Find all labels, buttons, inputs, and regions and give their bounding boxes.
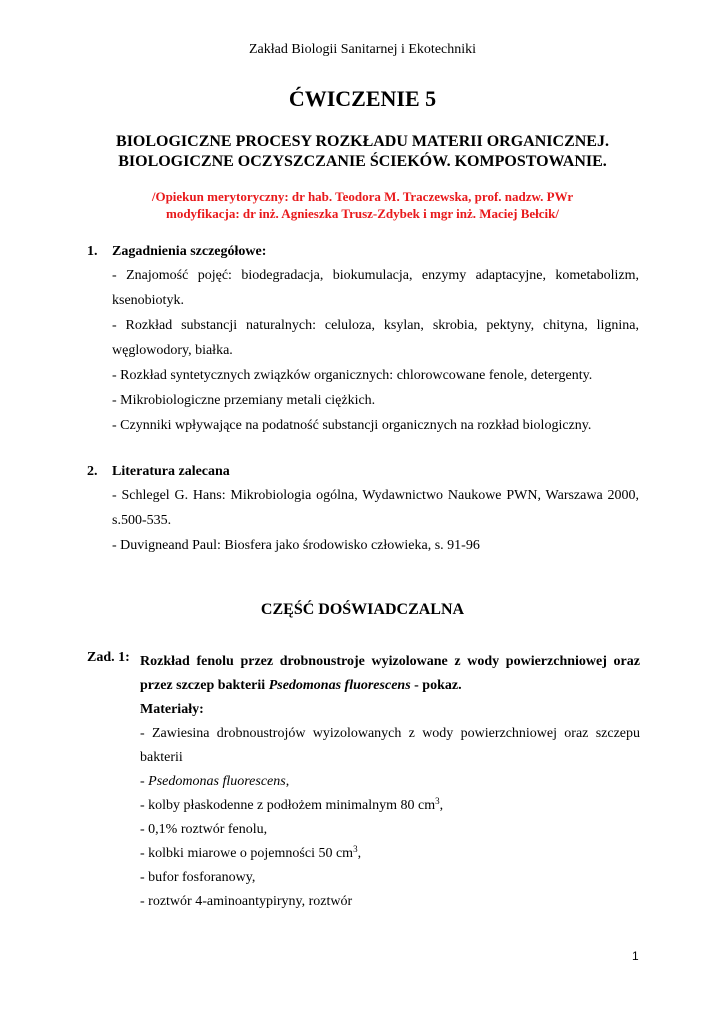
task-title-species: Psedomonas fluorescens [268,678,411,693]
material-item: - 0,1% roztwór fenolu, [140,822,268,837]
task-title [140,650,640,698]
material-item: - Zawiesina drobnoustrojów wyizolowanych z wody powierzchniowej oraz szczepu bakterii [140,726,640,765]
material-species: Psedomonas fluorescens [148,774,286,789]
supervisor-note [0,188,725,222]
list-item: - Rozkład syntetycznych związków organicznych: chlorowcowane fenole, detergenty. [112,368,593,383]
material-item: - bufor fosforanowy, [140,870,256,885]
material-text: - kolbki miarowe o pojemności 50 cm [140,846,354,861]
task-body [140,650,640,914]
material-text: - kolby płaskodenne z podłożem minimalnym 80 cm [140,798,436,813]
list-item: - Rozkład substancji naturalnych: celuloza, ksylan, skrobia, pektyny, chityna, lignina, węglowodory, białka. [112,318,639,358]
section-body [112,263,639,438]
list-item: - Schlegel G. Hans: Mikrobiologia ogólna, Wydawnictwo Naukowe PWN, Warszawa 2000, s.500-535. [112,488,639,528]
page-header: Zakład Biologii Sanitarnej i Ekotechniki [248,42,477,57]
material-dash: - [140,774,149,789]
supervisor-line-2: modyfikacja: dr inż. Agnieszka Trusz-Zdybek i mgr inż. Maciej Bełcik/ [165,206,559,221]
materials-heading: Materiały: [140,702,204,717]
section-heading: Literatura zalecana [112,464,230,479]
section-heading: Zagadnienia szczegółowe: [112,244,267,259]
section-body [112,483,639,558]
list-item: - Znajomość pojęć: biodegradacja, biokumulacja, enzymy adaptacyjne, kometabolizm, ksenobiotyk. [112,268,639,308]
material-item [140,842,640,866]
supervisor-line-1: /Opiekun merytoryczny: dr hab. Teodora M. Traczewska, prof. nadzw. PWr [151,189,574,204]
page-number: 1 [632,949,639,963]
task-label: Zad. 1: [87,650,130,665]
list-item: - Mikrobiologiczne przemiany metali ciężkich. [112,393,376,408]
material-item [140,794,640,818]
list-item: - Czynniki wpływające na podatność substancji organicznych na rozkład biologiczny. [112,418,592,433]
section-number: 2. [87,464,98,479]
material-item [140,770,640,794]
list-item: - Duvigneand Paul: Biosfera jako środowisko człowieka, s. 91-96 [112,538,480,553]
part-title: CZĘŚĆ DOŚWIADCZALNA [260,601,465,618]
superscript: 3 [435,796,440,806]
task-title-tail: - pokaz. [410,678,462,693]
subtitle [0,132,725,172]
material-tail: , [439,798,444,813]
subtitle-line-2: BIOLOGICZNE OCZYSZCZANIE ŚCIEKÓW. KOMPOSTOWANIE. [118,153,607,170]
subtitle-line-1: BIOLOGICZNE PROCESY ROZKŁADU MATERII ORGANICZNEJ. [116,133,609,150]
page-title: ĆWICZENIE 5 [288,86,437,111]
superscript: 3 [353,844,358,854]
section-number: 1. [87,244,98,259]
task-title-text: Rozkład fenolu przez drobnoustroje wyizolowane z wody powierzchniowej oraz przez szczep bakterii [140,654,640,693]
material-tail: , [285,774,290,789]
material-item: - roztwór 4-aminoantypiryny, roztwór [140,894,353,909]
material-tail: , [357,846,362,861]
